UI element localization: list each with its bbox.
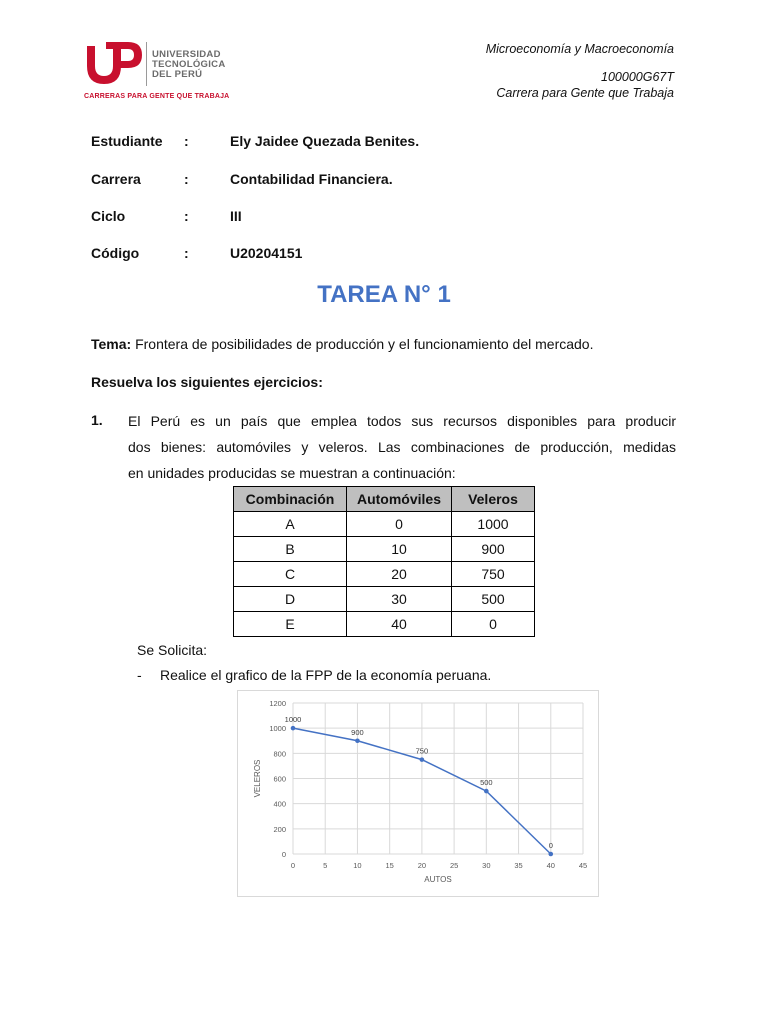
table-row: [234, 512, 535, 537]
table-cell: C: [234, 562, 347, 587]
info-value-ciclo: III: [230, 208, 242, 224]
university-name-line: DEL PERÚ: [152, 69, 203, 80]
exercise-line: dos bienes: automóviles y veleros. Las combinaciones de producción, medidas: [128, 439, 676, 455]
request-intro: Se Solicita:: [137, 642, 208, 658]
data-label: 1000: [284, 715, 302, 725]
bullet-dash: -: [137, 667, 142, 683]
page-title: TAREA N° 1: [317, 281, 451, 308]
table-header-row: [234, 487, 535, 512]
ppf-chart-svg: [238, 691, 598, 896]
y-tick-label: 1000: [269, 724, 286, 734]
data-label: 500: [480, 778, 493, 788]
exercise-number: 1.: [91, 412, 103, 428]
table-cell: 900: [452, 537, 535, 562]
y-tick-label: 600: [273, 774, 286, 784]
x-tick-label: 20: [417, 861, 427, 870]
y-tick-label: 400: [273, 799, 286, 809]
table-cell: 40: [347, 612, 452, 637]
x-tick-label: 25: [449, 861, 459, 870]
x-tick-label: 15: [385, 861, 394, 870]
university-name: [152, 50, 226, 80]
ppf-chart: [237, 690, 599, 897]
header-program: Carrera para Gente que Trabaja: [496, 86, 674, 100]
x-tick-label: 0: [290, 861, 296, 870]
university-name-line: UNIVERSIDAD: [152, 49, 221, 60]
y-tick-label: 200: [273, 824, 286, 834]
x-tick-label: 10: [353, 861, 362, 870]
info-label-estudiante: Estudiante: [91, 133, 163, 149]
info-colon: :: [184, 171, 189, 187]
exercise-text: [128, 408, 676, 486]
y-tick-label: 0: [281, 850, 286, 859]
y-tick-label: 800: [273, 749, 286, 759]
exercise-line: El Perú es un país que emplea todos sus recursos disponibles para producir: [128, 413, 676, 429]
table-cell: 750: [452, 562, 535, 587]
table-cell: 30: [347, 587, 452, 612]
x-tick-label: 40: [546, 861, 555, 870]
x-axis-label: AUTOS: [424, 875, 452, 884]
info-colon: :: [184, 245, 189, 261]
y-tick-label: 1200: [269, 699, 286, 708]
table-row: [234, 537, 535, 562]
info-value-carrera: Contabilidad Financiera.: [230, 171, 393, 187]
table-cell: 1000: [452, 512, 535, 537]
info-label-carrera: Carrera: [91, 171, 141, 187]
table-cell: 20: [347, 562, 452, 587]
tema-line: [91, 336, 593, 352]
tema-text: Frontera de posibilidades de producción y el funcionamiento del mercado.: [131, 336, 594, 352]
data-label: 900: [351, 727, 364, 737]
data-point: [420, 757, 425, 762]
table-row: [234, 612, 535, 637]
x-tick-label: 5: [323, 861, 328, 870]
info-label-codigo: Código: [91, 245, 140, 261]
logo-tagline: CARRERAS PARA GENTE QUE TRABAJA: [84, 93, 230, 100]
data-label: 750: [415, 746, 429, 756]
x-tick-label: 45: [578, 861, 588, 870]
table-cell: 500: [452, 587, 535, 612]
table-row: [234, 562, 535, 587]
tema-label: Tema:: [91, 336, 132, 352]
request-item: Realice el grafico de la FPP de la economía peruana.: [160, 667, 492, 683]
header-course: Microeconomía y Macroeconomía: [485, 42, 674, 56]
table-cell: 0: [347, 512, 452, 537]
table-cell: B: [234, 537, 347, 562]
info-value-codigo: U20204151: [230, 245, 303, 261]
table-cell: E: [234, 612, 347, 637]
instructions: Resuelva los siguientes ejercicios:: [91, 374, 323, 390]
table-cell: 0: [452, 612, 535, 637]
info-label-ciclo: Ciclo: [91, 208, 126, 224]
table-cell: 10: [347, 537, 452, 562]
data-point: [291, 726, 296, 731]
table-header: Automóviles: [347, 487, 452, 512]
utp-logo: [84, 40, 244, 104]
table-cell: D: [234, 587, 347, 612]
exercise-line: en unidades producidas se muestran a continuación:: [128, 465, 456, 481]
header-code: 100000G67T: [601, 70, 674, 84]
table-row: [234, 587, 535, 612]
data-point: [355, 738, 360, 743]
data-point: [484, 789, 489, 794]
info-colon: :: [184, 133, 189, 149]
info-colon: :: [184, 208, 189, 224]
production-table: [233, 486, 535, 637]
x-tick-label: 35: [514, 861, 523, 870]
table-cell: A: [234, 512, 347, 537]
y-axis-label: VELEROS: [253, 759, 262, 798]
data-point: [548, 852, 553, 857]
x-tick-label: 30: [482, 861, 491, 870]
logo-divider: [146, 42, 147, 86]
info-value-estudiante: Ely Jaidee Quezada Benites.: [230, 133, 420, 149]
utp-logo-mark: [84, 40, 144, 88]
table-header: Combinación: [234, 487, 347, 512]
data-label: 0: [548, 841, 553, 850]
table-header: Veleros: [452, 487, 535, 512]
university-name-line: TECNOLÓGICA: [152, 59, 226, 70]
